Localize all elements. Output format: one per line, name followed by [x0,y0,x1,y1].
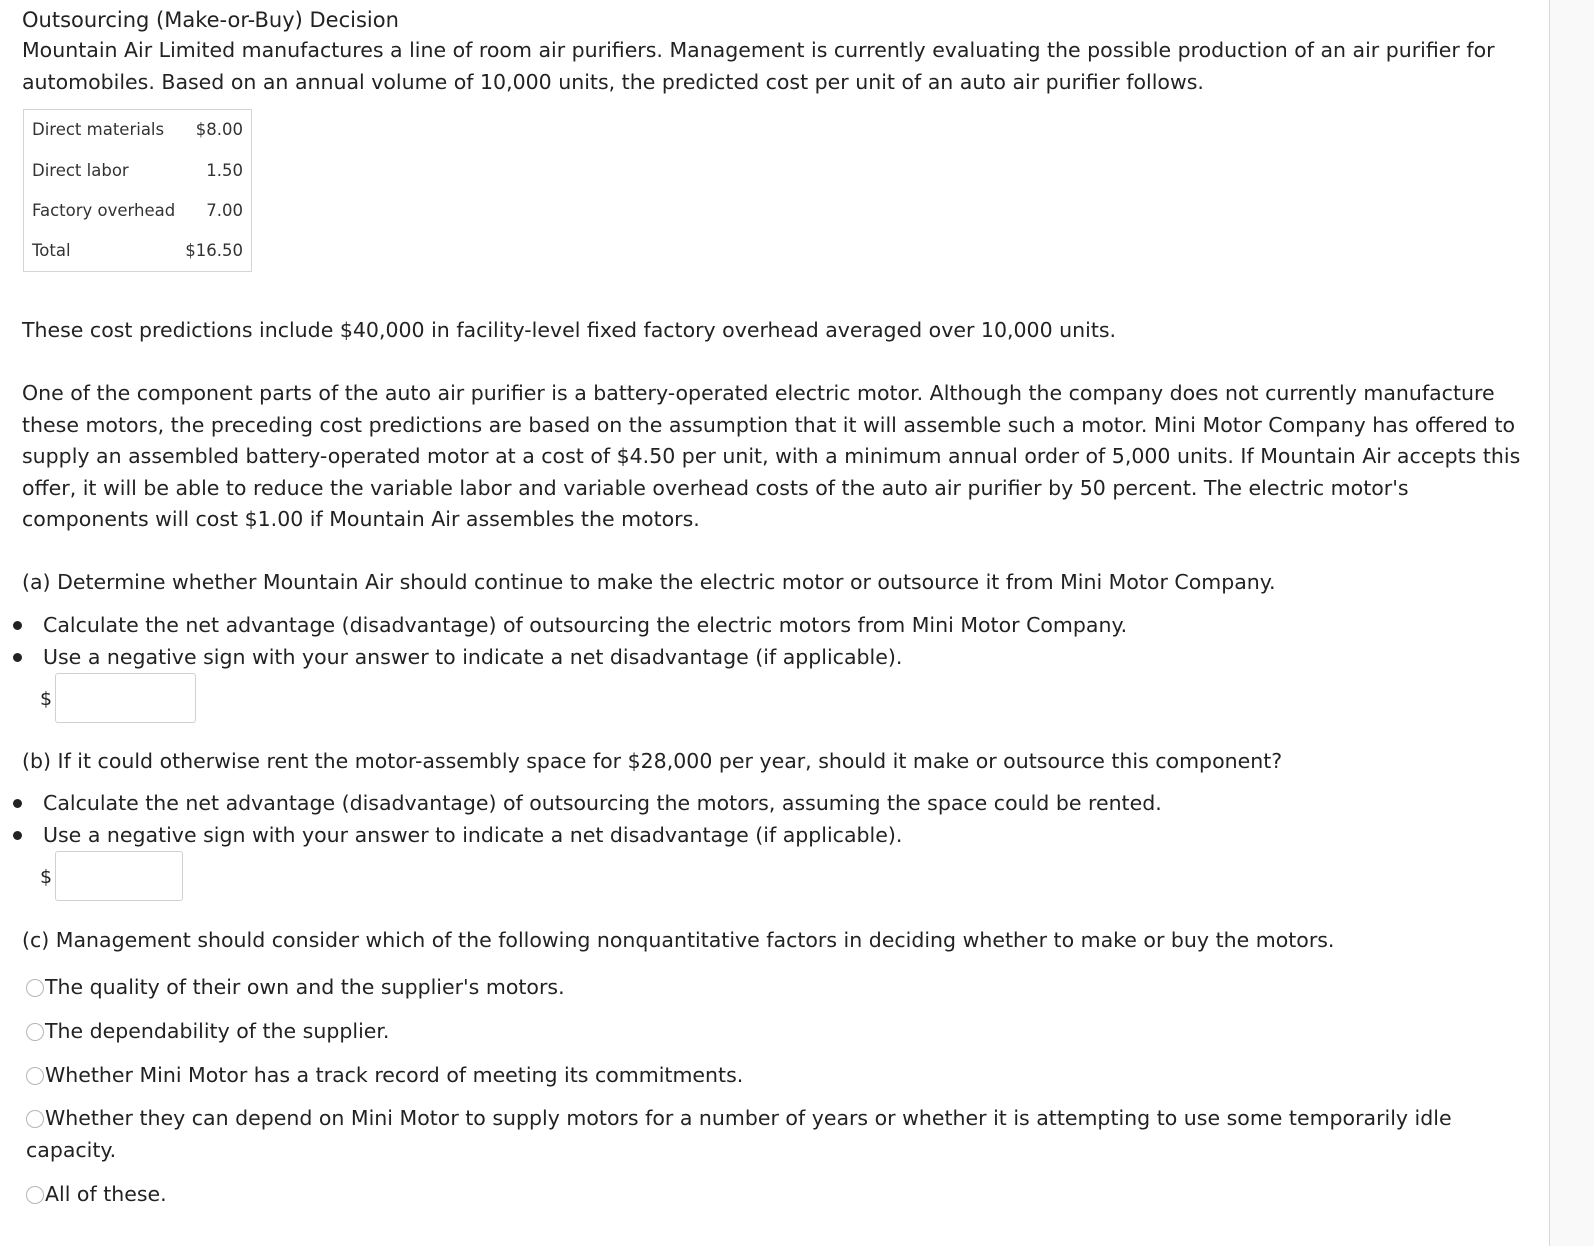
cost-table [23,109,252,272]
question-c: (c) Management should consider which of the following nonquantitative factors in deciding whether to make or buy the motors. [22,928,1335,952]
option-quality[interactable] [26,972,1526,1004]
option-track-record[interactable] [26,1060,1526,1092]
option-all-of-these[interactable] [26,1179,1526,1211]
cost-value: $16.50 [185,241,243,260]
question-b: (b) If it could otherwise rent the motor-assembly space for $28,000 per year, should it make or outsource this component? [22,749,1283,773]
motor-paragraph: One of the component parts of the auto air purifier is a battery-operated electric motor. Although the company does not currently manufacture these motors, the preceding cost predictions are based on the assumption that it will assemble such a motor. Mini Motor Company has offered to supply an assembled battery-operated motor at a cost of $4.50 per unit, with a minimum annual order of 5,000 units. If Mountain Air accepts this offer, it will be able to reduce the variable labor and variable overhead costs of the auto air purifier by 50 percent. The electric motor's components will cost $1.00 if Mountain Air assembles the motors. [22,381,1521,531]
option-label: All of these. [45,1182,167,1206]
cost-value: 7.00 [206,201,243,220]
table-row [24,151,251,191]
cost-label: Direct materials [32,120,165,139]
bullet-icon [13,621,22,630]
list-item [0,609,1127,641]
currency-symbol: $ [40,688,53,710]
radio-button[interactable] [26,1110,44,1128]
list-item [0,641,1127,673]
option-label: The quality of their own and the supplier's motors. [45,975,565,999]
instruction-text: Use a negative sign with your answer to indicate a net disadvantage (if applicable). [43,823,903,847]
option-dependability[interactable] [26,1016,1526,1048]
table-row [24,110,251,150]
currency-symbol: $ [40,866,53,888]
list-item [0,819,1162,851]
instructions-list-a [0,609,1127,673]
instructions-list-b [0,787,1162,851]
answer-input-a[interactable] [55,673,196,723]
table-row [24,191,251,231]
radio-button[interactable] [26,1067,44,1085]
bullet-icon [13,653,22,662]
overhead-paragraph: These cost predictions include $40,000 in facility-level fixed factory overhead averaged over 10,000 units. [22,318,1117,342]
instruction-text: Use a negative sign with your answer to indicate a net disadvantage (if applicable). [43,645,903,669]
option-label: Whether they can depend on Mini Motor to supply motors for a number of years or whether it is attempting to use some temporarily idle capacity. [26,1106,1452,1162]
radio-button[interactable] [26,1023,44,1041]
table-row [24,231,251,271]
cost-value: 1.50 [206,161,243,180]
radio-button[interactable] [26,1186,44,1204]
question-a: (a) Determine whether Mountain Air should continue to make the electric motor or outsource it from Mini Motor Company. [22,570,1276,594]
answer-input-b[interactable] [55,851,183,901]
cost-value: $8.00 [195,120,243,139]
option-long-term-supply[interactable] [26,1103,1466,1166]
cost-label: Direct labor [32,161,129,180]
page-title: Outsourcing (Make-or-Buy) Decision [22,8,399,32]
bullet-icon [13,799,22,808]
bullet-icon [13,831,22,840]
cost-label: Total [32,241,71,260]
instruction-text: Calculate the net advantage (disadvantage) of outsourcing the motors, assuming the space could be rented. [43,791,1162,815]
option-label: The dependability of the supplier. [45,1019,390,1043]
instruction-text: Calculate the net advantage (disadvantage) of outsourcing the electric motors from Mini Motor Company. [43,613,1128,637]
cost-label: Factory overhead [32,201,176,220]
radio-button[interactable] [26,979,44,997]
list-item [0,787,1162,819]
option-label: Whether Mini Motor has a track record of meeting its commitments. [45,1063,744,1087]
intro-paragraph: Mountain Air Limited manufactures a line of room air purifiers. Management is currently evaluating the possible production of an air purifier for automobiles. Based on an annual volume of 10,000 units, the predicted cost per unit of an auto air purifier follows. [22,38,1495,94]
